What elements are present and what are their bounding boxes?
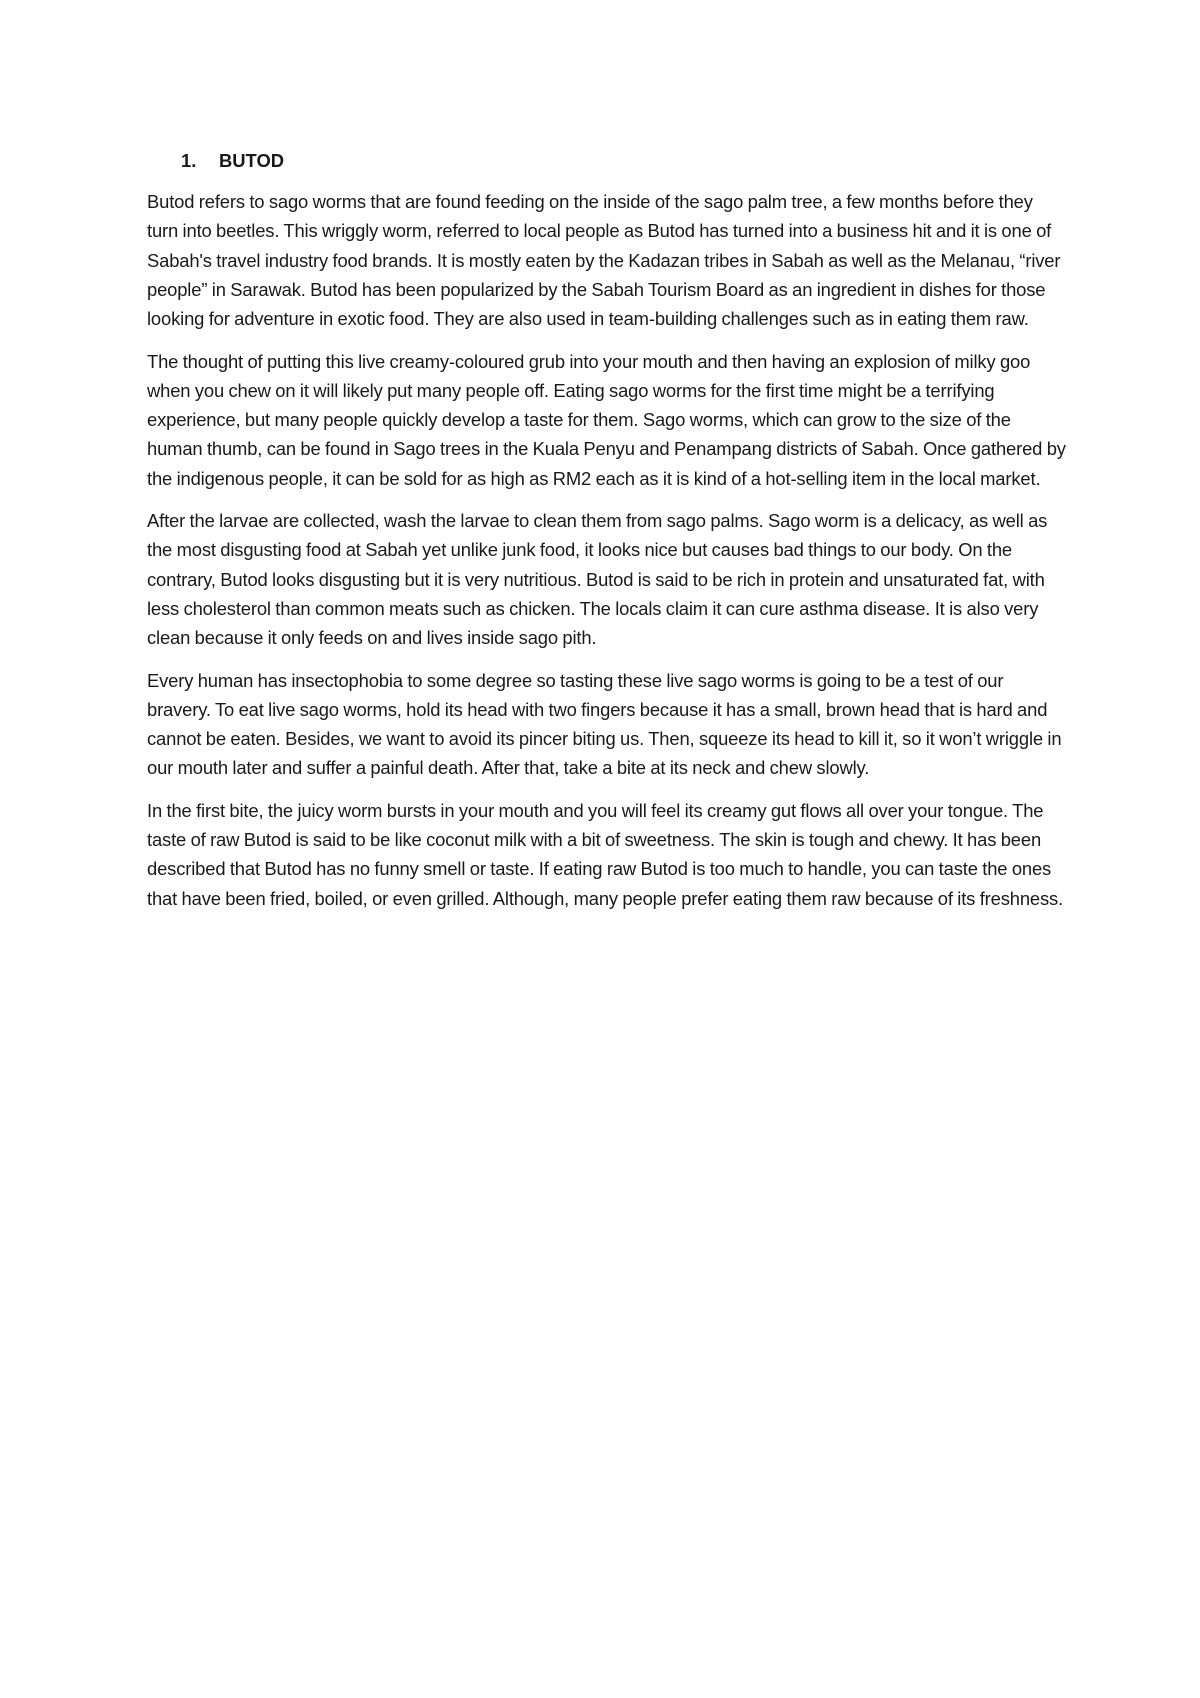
section-heading xyxy=(147,146,1067,175)
paragraph-intro: Butod refers to sago worms that are found feeding on the inside of the sago palm tree, a few months before they turn into beetles. This wriggly worm, referred to local people as Butod has turned into a business hit and it is one of Sabah's travel industry food brands. It is mostly eaten by the Kadazan tribes in Sabah as well as the Melanau, “river people” in Sarawak. Butod has been popularized by the Sabah Tourism Board as an ingredient in dishes for those looking for adventure in exotic food. They are also used in team-building challenges such as in eating them raw. xyxy=(147,191,1061,330)
paragraph-nutrition: After the larvae are collected, wash the larvae to clean them from sago palms. Sago worm is a delicacy, as well as the most disgusting food at Sabah yet unlike junk food, it looks nice but causes bad things to our body. On the contrary, Butod looks disgusting but it is very nutritious. Butod is said to be rich in protein and unsaturated fat, with less cholesterol than common meats such as chicken. The locals claim it can cure asthma disease. It is also very clean because it only feeds on and lives inside sago pith. xyxy=(147,510,1048,649)
paragraph-how-to-eat: Every human has insectophobia to some degree so tasting these live sago worms is going to be a test of our bravery. To eat live sago worms, hold its head with two fingers because it has a small, brown head that is hard and cannot be eaten. Besides, we want to avoid its pincer biting us. Then, squeeze its head to kill it, so it won’t wriggle in our mouth later and suffer a painful death. After that, take a bite at its neck and chew slowly. xyxy=(147,669,1062,779)
document-body xyxy=(147,146,1067,926)
section-title: BUTOD xyxy=(219,150,285,171)
paragraph-taste: In the first bite, the juicy worm bursts in your mouth and you will feel its creamy gut flows all over your tongue. The taste of raw Butod is said to be like coconut milk with a bit of sweetness. The skin is tough and chewy. It has been described that Butod has no funny smell or taste. If eating raw Butod is too much to handle, you can taste the ones that have been fried, boiled, or even grilled. Although, many people prefer eating them raw because of its freshness. xyxy=(147,800,1064,909)
paragraph-experience: The thought of putting this live creamy-coloured grub into your mouth and then having an explosion of milky goo when you chew on it will likely put many people off. Eating sago worms for the first time might be a terrifying experience, but many people quickly develop a taste for them. Sago worms, which can grow to the size of the human thumb, can be found in Sago trees in the Kuala Penyu and Penampang districts of Sabah. Once gathered by the indigenous people, it can be sold for as high as RM2 each as it is kind of a hot-selling item in the local market. xyxy=(147,350,1066,489)
section-number: 1. xyxy=(181,150,197,171)
